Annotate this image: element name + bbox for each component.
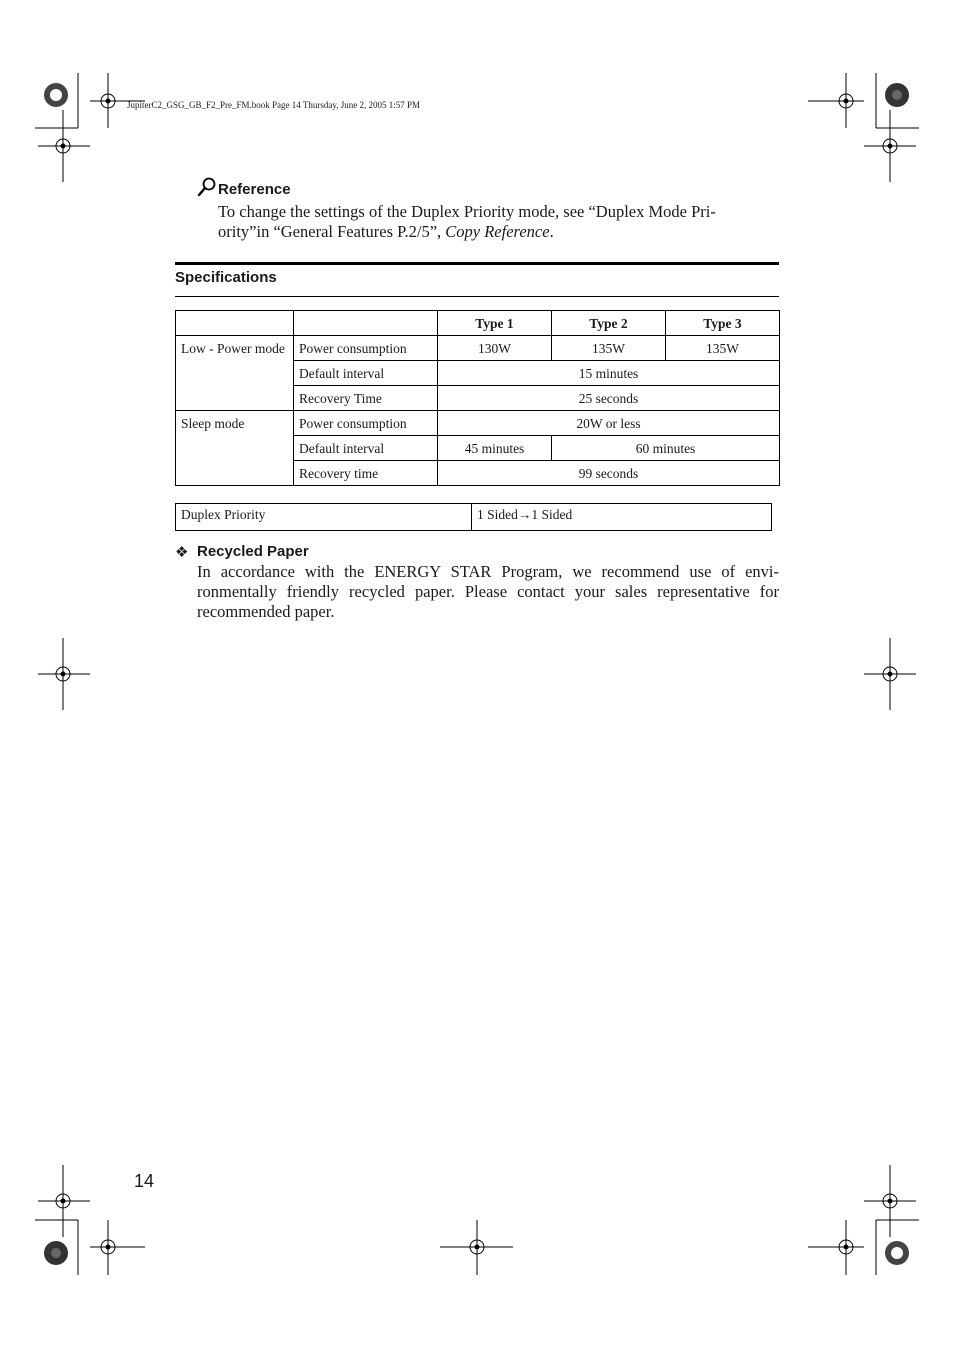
book-header-note: JupiterC2_GSG_GB_F2_Pre_FM.book Page 14 Thursday, June 2, 2005 1:57 PM xyxy=(127,100,421,110)
spec-bottom-rule xyxy=(175,296,779,297)
table-cell: 45 minutes xyxy=(438,436,552,461)
duplex-priority-table xyxy=(175,503,772,531)
table-cell: 20W or less xyxy=(438,411,780,436)
table-cell: 25 seconds xyxy=(438,386,780,411)
table-header-type3: Type 3 xyxy=(666,311,780,336)
specifications-heading: Specifications xyxy=(175,269,277,286)
duplex-priority-value: 1 Sided→1 Sided xyxy=(472,504,772,531)
table-row xyxy=(176,336,780,361)
page-number: 14 xyxy=(134,1171,155,1191)
table-header-empty xyxy=(294,311,438,336)
table-cell: 99 seconds xyxy=(438,461,780,486)
low-power-mode-label: Low - Power mode xyxy=(176,336,294,411)
spec-top-rule xyxy=(175,262,779,265)
recycled-paper-body: In accordance with the ENERGY STAR Program, we recommend use of envi-ronmentally friendly recycled paper. Please contact your sales representative for recommended paper. xyxy=(197,562,779,621)
recycled-paper-heading: Recycled Paper xyxy=(197,543,309,560)
reference-body-line2: ority”in “General Features P.2/5”, xyxy=(218,222,446,241)
magnifier-icon xyxy=(196,176,218,198)
table-header-row xyxy=(176,311,780,336)
row-label: Recovery time xyxy=(294,461,438,486)
row-label: Default interval xyxy=(294,361,438,386)
table-cell: 15 minutes xyxy=(438,361,780,386)
row-label: Power consumption xyxy=(294,336,438,361)
table-cell: 60 minutes xyxy=(552,436,780,461)
reference-heading: Reference xyxy=(218,181,291,198)
table-cell: 135W xyxy=(666,336,780,361)
row-label: Power consumption xyxy=(294,411,438,436)
table-row xyxy=(176,504,772,531)
row-label: Default interval xyxy=(294,436,438,461)
table-row xyxy=(176,411,780,436)
specifications-table xyxy=(175,310,780,486)
reference-body-end: . xyxy=(549,222,554,241)
diamond-bullet-icon: ❖ xyxy=(175,543,189,561)
table-cell: 130W xyxy=(438,336,552,361)
row-label: Recovery Time xyxy=(294,386,438,411)
table-cell: 135W xyxy=(552,336,666,361)
table-header-type2: Type 2 xyxy=(552,311,666,336)
table-header-type1: Type 1 xyxy=(438,311,552,336)
duplex-priority-label: Duplex Priority xyxy=(176,504,472,531)
sleep-mode-label: Sleep mode xyxy=(176,411,294,486)
reference-body-line1: To change the settings of the Duplex Priority mode, see “Duplex Mode Pri- xyxy=(218,202,716,221)
reference-body xyxy=(218,202,779,242)
table-header-empty xyxy=(176,311,294,336)
reference-link-text: Copy Reference xyxy=(445,222,550,241)
